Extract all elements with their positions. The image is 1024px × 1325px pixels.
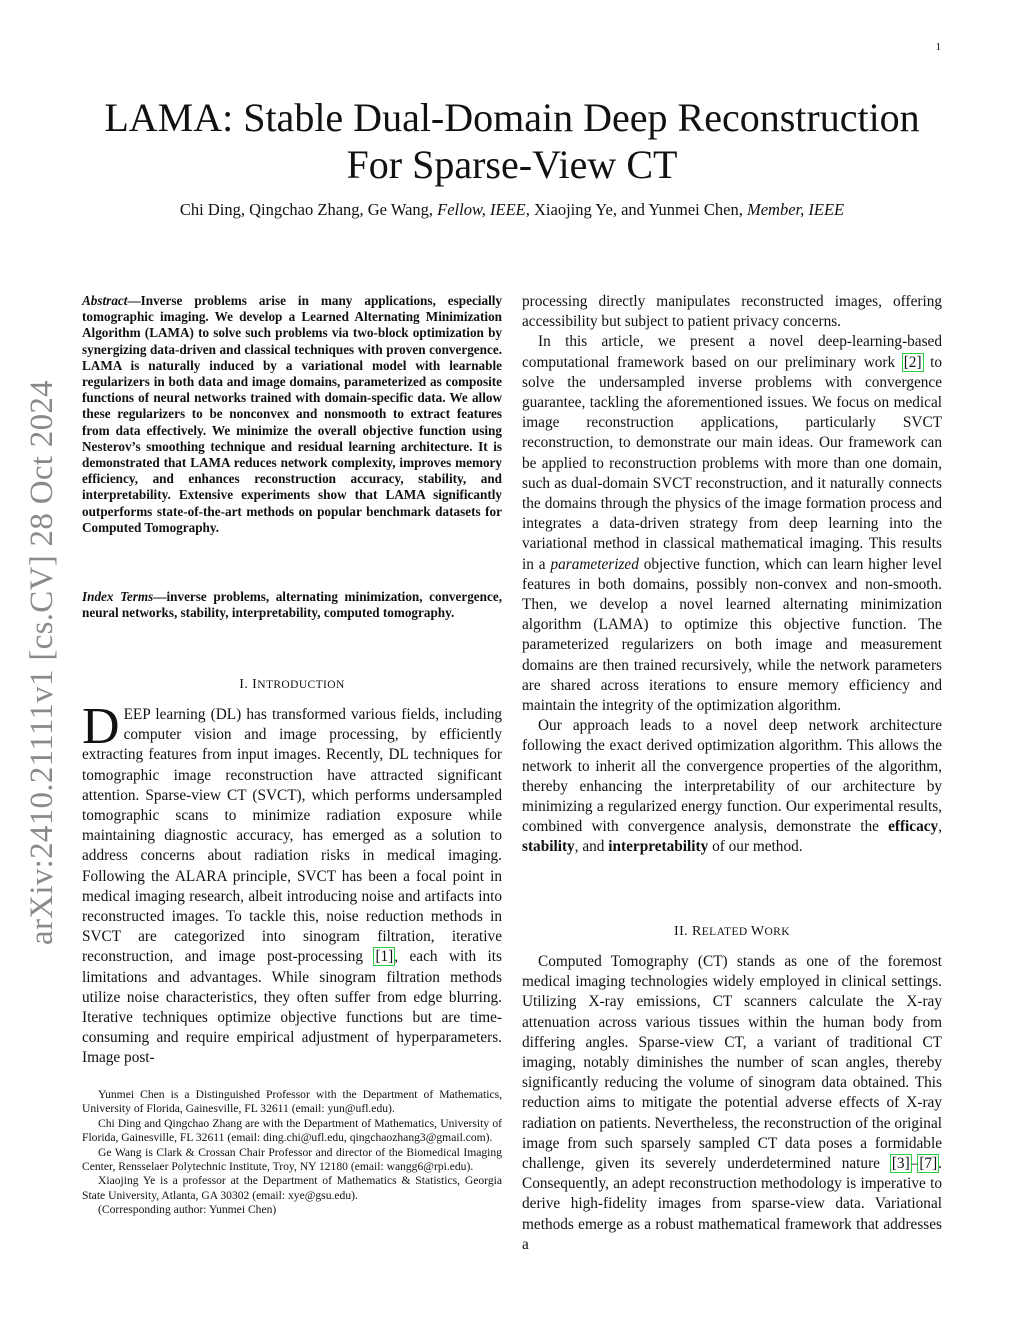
paragraph-text: to solve the undersampled inverse problems with convergence guarantee, tackling the aforementioned issues. We focus on medical image reconstruction applications, particularly SVCT reconstruction, to demonstrate our main ideas. Our framework can be applied to reconstruction problems with more than one domain, such as dual-domain SVCT reconstruction, and it naturally connects the domains through the physics of the image formation process and integrates a data-driven strategy from deep learning into the variational method in classical mathematical imaging. This results in a: [522, 353, 942, 573]
citation-link[interactable]: [7]: [919, 1155, 938, 1173]
abstract-text: —Inverse problems arise in many applications, especially tomographic imaging. We develop a Learned Alternating Minimization Algorithm (LAMA) to solve such problems via two-block optimization by synergizing data-driven and classical techniques with proven convergence. LAMA is naturally induced by a variational model with learnable regularizers in both data and image domains, parameterized as composite functions of neural networks trained with domain-specific data. We allow these regularizers to be nonconvex and nonsmooth to extract features from data effectively. We minimize the overall objective function using Nesterov’s smoothing technique and residual learning architecture. It is demonstrated that LAMA reduces network complexity, improves memory efficiency, and enhances reconstruction accuracy, stability, and interpretability. Extensive experiments show that LAMA significantly outperforms state-of-the-art methods on popular benchmark datasets for Computed Tomography.: [82, 293, 502, 535]
heading-initial: W: [750, 924, 765, 939]
footnote: Yunmei Chen is a Distinguished Professor with the Department of Mathematics, University of Florida, Gainesville, FL 32611 (email: yun@ufl.edu).: [82, 1088, 502, 1116]
heading-rest: ELATED: [701, 926, 751, 938]
paragraph-text: –: [910, 1155, 919, 1173]
footnote: (Corresponding author: Yunmei Chen): [98, 1203, 277, 1217]
bold-term: interpretability: [608, 838, 709, 856]
heading-rest: NTRODUCTION: [257, 679, 345, 691]
paragraph-text: In this article, we present a novel deep-learning-based computational framework based on our preliminary work: [522, 333, 942, 371]
paragraph-text: Computed Tomography (CT) stands as one of the foremost medical imaging technologies widely employed in clinical settings. Utilizing X-ray emissions, CT scanners calculate the X-ray attenuation across various tissues within the human body from differing angles. Sparse-view CT, a variant of traditional CT imaging, notably diminishes the number of scan angles, thereby significantly reducing the volume of sinogram data obtained. This reduction aims to mitigate the potential adverse effects of X-ray radiation on patients. Nevertheless, the reconstruction of the original image from such sparsely sampled CT data poses a formidable challenge, given its severely underdetermined nature: [522, 953, 942, 1173]
bold-term: efficacy: [888, 818, 939, 836]
authors-names-1: Chi Ding, Qingchao Zhang, Ge Wang,: [179, 200, 438, 219]
author-list: [0, 200, 1024, 220]
footnote: Ge Wang is Clark & Crossan Chair Professor and director of the Biomedical Imaging Center, Rensselaer Polytechnic Institute, Troy, NY 12180 (email: wangg6@rpi.edu).: [82, 1145, 502, 1174]
arxiv-identifier-stamp[interactable]: arXiv:2410.21111v1 [cs.CV] 28 Oct 2024: [23, 380, 60, 945]
citation-link[interactable]: [3]: [891, 1155, 910, 1173]
section-heading-introduction: [82, 677, 502, 693]
paragraph-text: of our method.: [708, 838, 803, 856]
paragraph: processing directly manipulates reconstructed images, offering accessibility but subject to patient privacy concerns.: [522, 293, 942, 331]
paragraph: [522, 952, 942, 1255]
page-number: 1: [935, 41, 941, 53]
paper-title: [0, 94, 1024, 188]
index-terms-label: Index Terms: [82, 589, 154, 604]
abstract-label: Abstract: [82, 293, 128, 308]
author-member-title: Member, IEEE: [746, 200, 845, 219]
paragraph-text: , and: [574, 838, 609, 856]
author-footnotes: [82, 1088, 502, 1218]
paragraph: [522, 332, 942, 716]
introduction-continued: [522, 292, 942, 858]
paragraph-text: objective function, which can learn higher level features in both domains, possibly non-convex and non-smooth. Then, we develop a novel learned alternating minimization algorithm (LAMA) to optimize this objective function. The parameterized regularizers on both image and measurement domains are then trained recursively, while the network parameters are shared across iterations to ensure memory efficiency and maintain the integrity of the optimization algorithm.: [522, 555, 942, 715]
title-line-2: For Sparse-View CT: [346, 142, 678, 187]
footnote: Chi Ding and Qingchao Zhang are with the Department of Mathematics, University of Florida, Gainesville, FL 32611 (email: ding.chi@ufl.edu, qingchaozhang3@gmail.com).: [82, 1116, 502, 1145]
intro-text: EEP learning (DL) has transformed various fields, including computer vision and image processing, by efficiently extracting features from input images. Recently, DL techniques for tomographic image reconstruction have attracted significant attention. Sparse-view CT (SVCT), which performs undersampled tomographic scans to minimize radiation exposure while maintaining diagnostic accuracy, has emerged as a solution to address concerns about radiation risks in medical imaging. Following the ALARA principle, SVCT has been a focal point in medical imaging research, albeit introducing noise and artifacts into reconstructed images. To tackle this, noise reduction methods in SVCT are categorized into sinogram filtration, iterative reconstruction, and image post-processing: [82, 706, 502, 966]
citation-link[interactable]: [1]: [375, 948, 394, 966]
paragraph-text: Our approach leads to a novel deep network architecture following the exact derived optimization algorithm. This allows the network to inherit all the convergence properties of the algorithm, thereby enhancing the interpretability of our architecture by minimizing a regularized energy function. Our experimental results, combined with convergence analysis, demonstrate the: [522, 717, 942, 836]
section-heading-related-work: [522, 924, 942, 940]
heading-initial: I: [252, 677, 258, 692]
paragraph: [522, 716, 942, 857]
citation-link[interactable]: [2]: [903, 353, 922, 371]
section-number: I.: [239, 677, 253, 692]
introduction-body: [82, 698, 502, 1069]
authors-names-2: , Xiaojing Ye, and Yunmei Chen,: [525, 200, 747, 219]
drop-cap: D: [82, 698, 120, 755]
index-terms-text: —inverse problems, alternating minimization, convergence, neural networks, stability, interpretability, computed tomography.: [82, 589, 502, 621]
related-work-body: [522, 952, 942, 1255]
intro-paragraph: [82, 698, 502, 1069]
paragraph-text: . Consequently, an adept reconstruction methodology is imperative to derive high-fidelity images from sparse-view data. Variational methods emerge as a robust mathematical framework that addresses a: [522, 1155, 942, 1253]
index-terms: [82, 589, 502, 621]
abstract: [82, 293, 502, 536]
emphasis-text: parameterized: [550, 555, 639, 573]
footnote: Xiaojing Ye is a professor at the Department of Mathematics & Statistics, Georgia State University, Atlanta, GA 30302 (email: xye@gsu.edu).: [82, 1174, 502, 1202]
section-number: II.: [674, 924, 692, 939]
bold-term: stability: [522, 838, 575, 856]
paragraph-text: ,: [938, 818, 942, 836]
title-line-1: LAMA: Stable Dual-Domain Deep Reconstruction: [104, 95, 920, 140]
heading-initial: R: [691, 924, 702, 939]
heading-rest: ORK: [764, 926, 790, 938]
author-fellow-title: Fellow, IEEE: [437, 200, 526, 219]
intro-text: , each with its limitations and advantages. While sinogram filtration methods utilize noise characteristics, they often suffer from edge blurring. Iterative techniques optimize objective functions but are time-consuming and require empirical adjustment of hyperparameters. Image post-: [82, 948, 502, 1067]
